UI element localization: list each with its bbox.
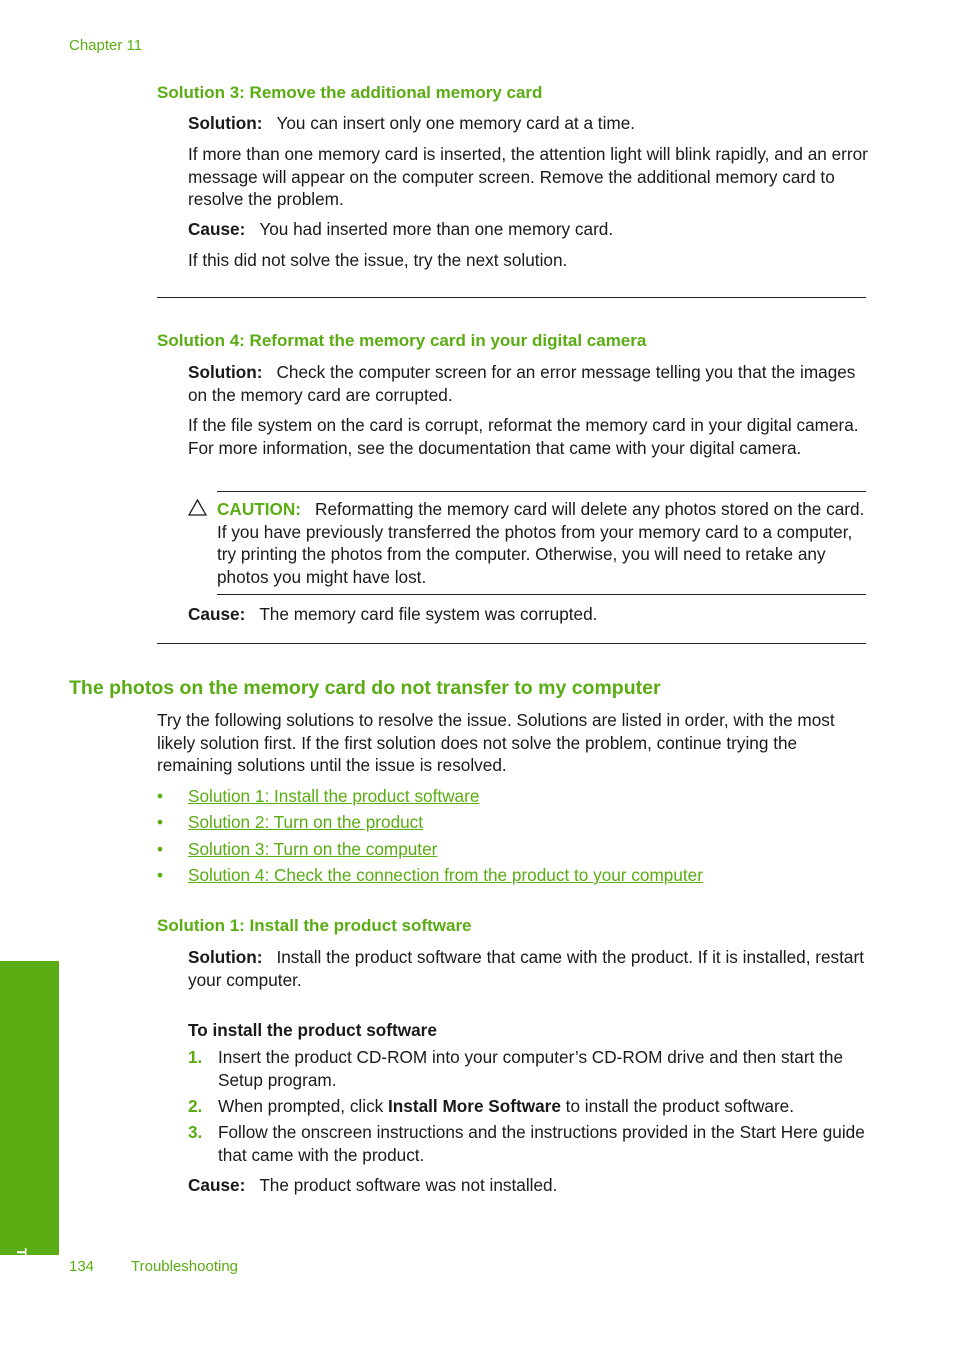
solution-text: You can insert only one memory card at a time.	[276, 113, 636, 133]
caution-note	[217, 498, 867, 588]
solution3-solution	[188, 112, 868, 135]
solution-label: Solution:	[188, 362, 263, 382]
install-heading: Solution 1: Install the product software	[157, 916, 472, 935]
caution-text: Reformatting the memory card will delete any photos stored on the card. If you have previously transferred the photos from your memory card to a computer, try printing the photos from the computer. Otherwise, you will need to retake any photos you might have lost.	[217, 499, 865, 587]
step-text-pre: When prompted, click	[218, 1096, 389, 1116]
step-text: Insert the product CD-ROM into your computer’s CD-ROM drive and then start the Setup program.	[218, 1047, 844, 1090]
chapter-label: Chapter 11	[69, 37, 143, 54]
solution-label: Solution:	[188, 113, 263, 133]
install-more-software-label: Install More Software	[388, 1096, 561, 1116]
solution3-paragraph: If more than one memory card is inserted, the attention light will blink rapidly, and an error message will appear on the computer screen. Remove the additional memory card to resolve the problem.	[188, 144, 868, 210]
caution-top-rule	[217, 491, 866, 492]
solution4-paragraph: If the file system on the card is corrupt, reformat the memory card in your digital camera. For more information, see the documentation that came with your digital camera.	[188, 415, 859, 458]
caution-label: CAUTION:	[217, 499, 302, 519]
sidebar-tab-label: Troubleshooting	[14, 1248, 30, 1358]
step-text-post: to install the product software.	[560, 1096, 795, 1116]
bullet: •	[157, 786, 164, 806]
divider	[157, 643, 866, 644]
cause-label: Cause:	[188, 219, 246, 239]
solution-text: Install the product software that came with the product. If it is installed, restart your computer.	[188, 947, 864, 990]
bullet: •	[157, 865, 164, 885]
divider	[157, 297, 866, 298]
step-number: 2.	[188, 1096, 203, 1116]
warning-triangle-icon	[188, 499, 207, 516]
install-solution	[188, 946, 868, 991]
solution4-solution	[188, 361, 868, 406]
list-item	[157, 839, 437, 860]
procedure-title: To install the product software	[188, 1020, 437, 1040]
solution3-heading: Solution 3: Remove the additional memory card	[157, 83, 543, 102]
list-item	[157, 812, 423, 833]
link-solution-1[interactable]: Solution 1: Install the product software	[188, 786, 480, 806]
page-number: 134	[69, 1258, 95, 1275]
caution-bottom-rule	[217, 594, 866, 595]
link-solution-2[interactable]: Solution 2: Turn on the product	[188, 812, 424, 832]
bullet: •	[157, 812, 164, 832]
list-item	[157, 865, 703, 886]
step-number: 3.	[188, 1122, 203, 1142]
step-number: 1.	[188, 1047, 203, 1067]
cause-label: Cause:	[188, 604, 246, 624]
step-2	[188, 1095, 868, 1118]
topic-heading: The photos on the memory card do not transfer to my computer	[69, 677, 661, 699]
solution4-heading: Solution 4: Reformat the memory card in your digital camera	[157, 331, 647, 350]
step-3	[188, 1121, 868, 1166]
sidebar-tab	[0, 961, 59, 1255]
link-solution-4[interactable]: Solution 4: Check the connection from the product to your computer	[188, 865, 703, 885]
step-1	[188, 1046, 868, 1091]
solution3-next: If this did not solve the issue, try the next solution.	[188, 250, 568, 270]
cause-text: The product software was not installed.	[259, 1175, 558, 1195]
step-text	[218, 1095, 868, 1118]
cause-text: You had inserted more than one memory card.	[259, 219, 614, 239]
step-text: Follow the onscreen instructions and the instructions provided in the Start Here guide that came with the product.	[218, 1122, 865, 1165]
solution-text: Check the computer screen for an error message telling you that the images on the memory card are corrupted.	[188, 362, 856, 405]
topic-intro: Try the following solutions to resolve the issue. Solutions are listed in order, with the most likely solution first. If the first solution does not solve the problem, continue trying the remaining solutions until the issue is resolved.	[157, 710, 835, 776]
cause-label: Cause:	[188, 1175, 246, 1195]
solution4-cause	[188, 603, 868, 626]
link-solution-3[interactable]: Solution 3: Turn on the computer	[188, 839, 438, 859]
cause-text: The memory card file system was corrupted.	[259, 604, 598, 624]
list-item	[157, 786, 479, 807]
bullet: •	[157, 839, 164, 859]
install-cause	[188, 1174, 868, 1197]
solution3-cause	[188, 218, 868, 241]
footer-section: Troubleshooting	[131, 1258, 239, 1275]
solution-label: Solution:	[188, 947, 263, 967]
